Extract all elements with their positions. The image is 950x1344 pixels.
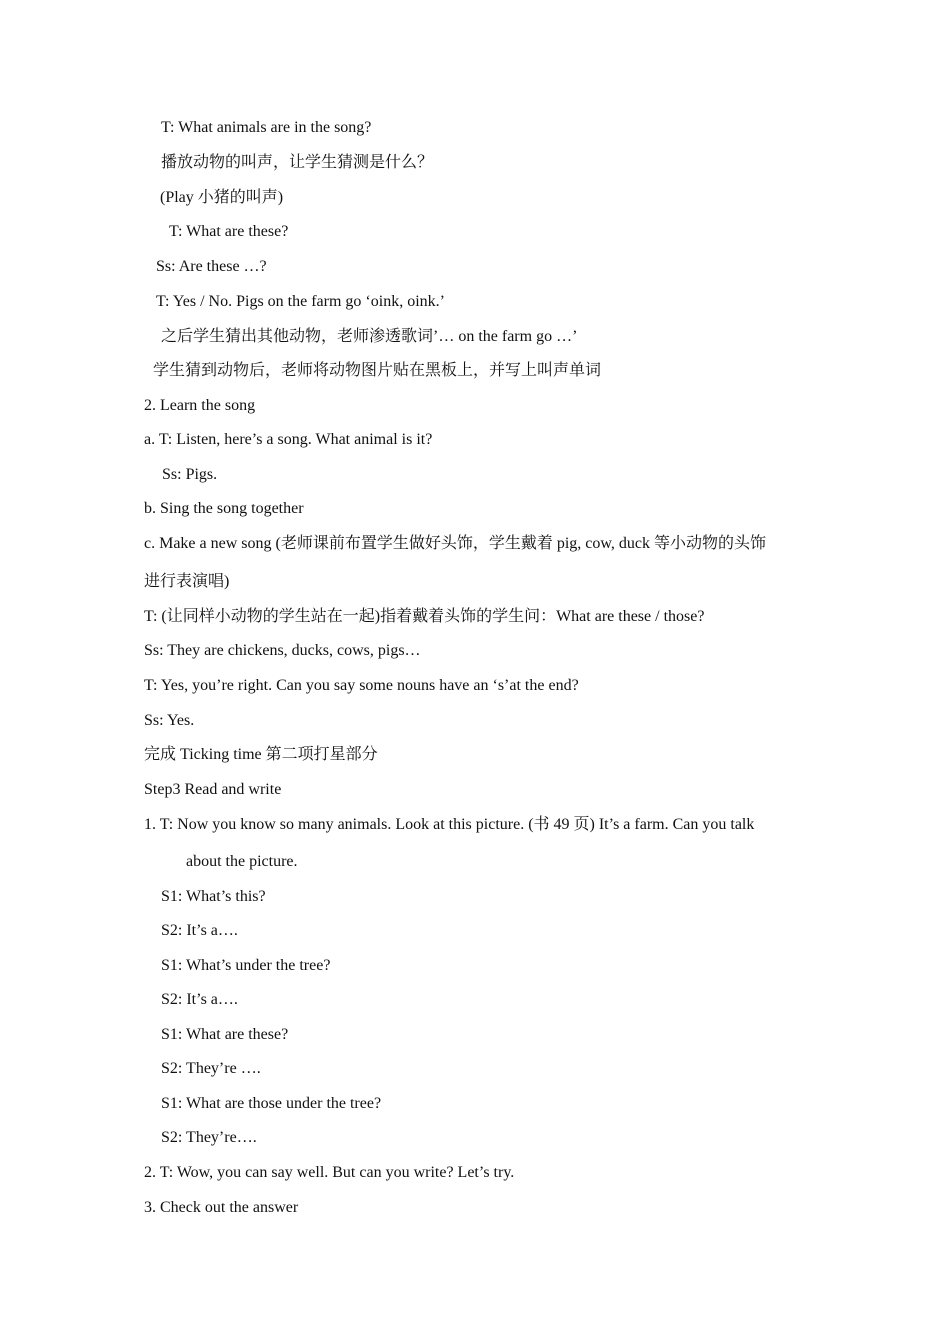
text-line: (Play 小猪的叫声) <box>160 189 284 206</box>
section-heading: 2. Learn the song <box>144 397 256 414</box>
text-line: b. Sing the song together <box>144 500 304 517</box>
dialogue-line: S2: It’s a…. <box>161 991 238 1008</box>
text-line: 学生猜到动物后，老师将动物图片贴在黑板上，并写上叫声单词 <box>153 362 602 379</box>
text-line: T: What animals are in the song? <box>161 119 372 136</box>
dialogue-line: S1: What’s under the tree? <box>161 957 331 974</box>
dialogue-line: S1: What are these? <box>161 1026 289 1043</box>
text-line: 3. Check out the answer <box>144 1199 299 1216</box>
text-line: T: Yes / No. Pigs on the farm go ‘oink, oink.’ <box>156 293 445 310</box>
text-line: Ss: They are chickens, ducks, cows, pigs… <box>144 642 421 659</box>
text-line: 播放动物的叫声，让学生猜测是什么？ <box>161 154 434 171</box>
text-line: T: Yes, you’re right. Can you say some nouns have an ‘s’at the end? <box>144 677 579 694</box>
text-line: c. Make a new song (老师课前布置学生做好头饰，学生戴着 pig, cow, duck 等小动物的头饰 <box>144 535 767 552</box>
text-line: T: What are these? <box>169 223 289 240</box>
text-line: Ss: Yes. <box>144 712 195 729</box>
text-line: a. T: Listen, here’s a song. What animal is it? <box>144 431 433 448</box>
text-line: Ss: Pigs. <box>162 466 218 483</box>
text-line: 进行表演唱) <box>144 573 230 590</box>
dialogue-line: S1: What’s this? <box>161 888 266 905</box>
text-line: 完成 Ticking time 第二项打星部分 <box>144 746 378 763</box>
text-line: T: (让同样小动物的学生站在一起)指着戴着头饰的学生问：What are these / those? <box>144 608 705 625</box>
dialogue-line: S2: It’s a…. <box>161 922 238 939</box>
dialogue-line: S2: They’re …. <box>161 1060 261 1077</box>
text-line: about the picture. <box>186 853 298 870</box>
section-heading: Step3 Read and write <box>144 781 282 798</box>
text-line: Ss: Are these …? <box>156 258 267 275</box>
text-line: 2. T: Wow, you can say well. But can you write? Let’s try. <box>144 1164 515 1181</box>
dialogue-line: S1: What are those under the tree? <box>161 1095 382 1112</box>
text-line: 之后学生猜出其他动物，老师渗透歌词’… on the farm go …’ <box>161 328 578 345</box>
text-line: 1. T: Now you know so many animals. Look at this picture. (书 49 页) It’s a farm. Can you talk <box>144 816 755 833</box>
dialogue-line: S2: They’re…. <box>161 1129 257 1146</box>
